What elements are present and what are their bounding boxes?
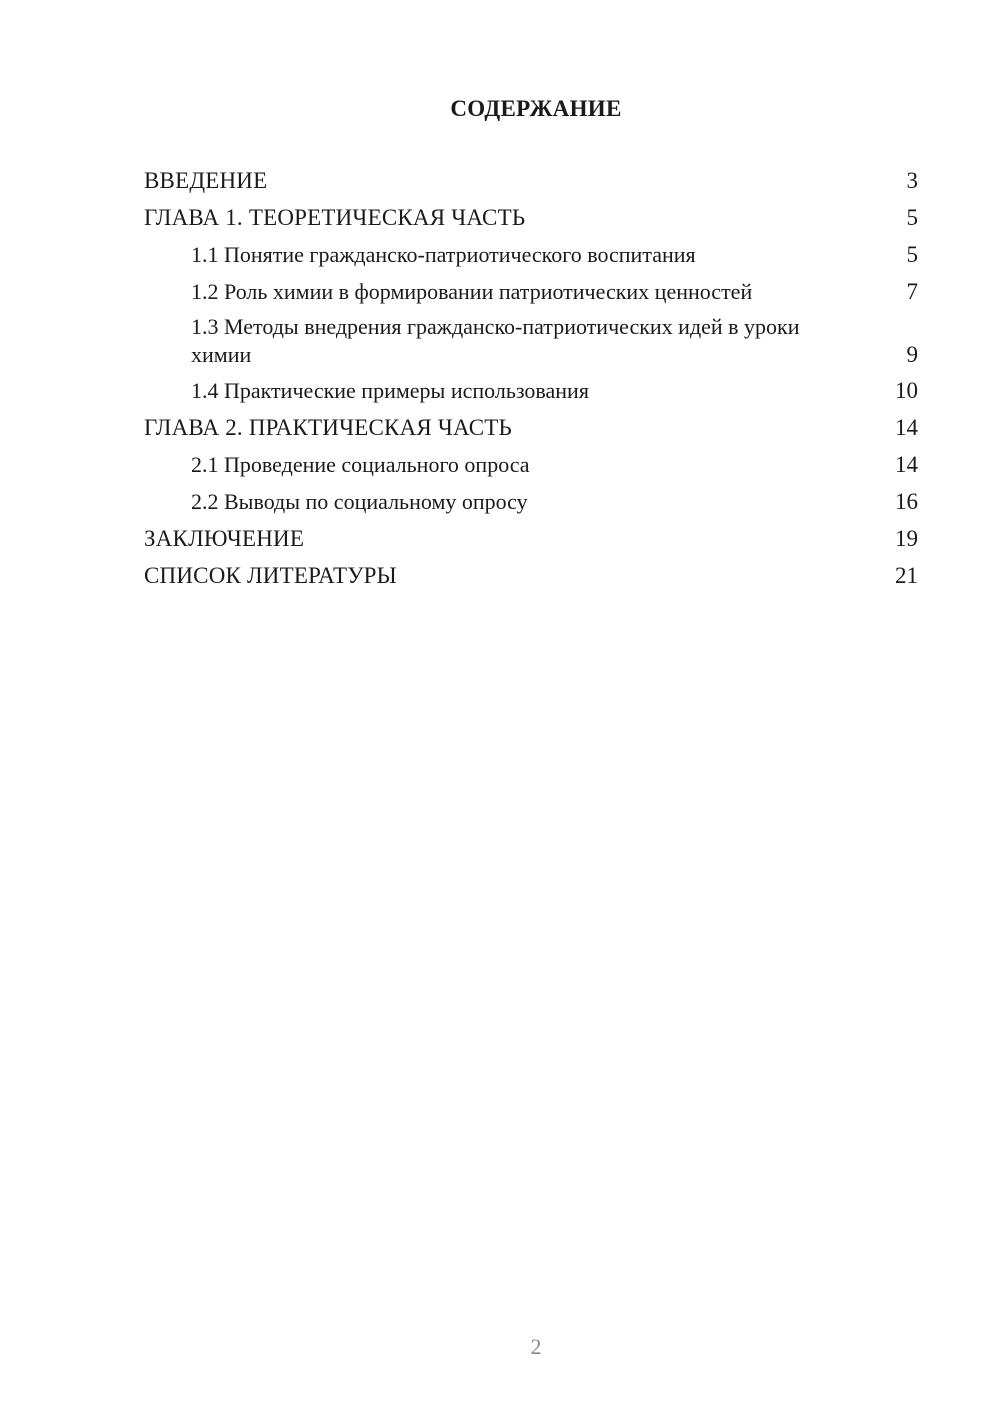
toc-entry-page-number: 10 xyxy=(895,378,918,403)
toc-entry-label: ВВЕДЕНИЕ xyxy=(144,168,268,193)
toc-entry-label: ЗАКЛЮЧЕНИЕ xyxy=(144,526,305,551)
toc-entry-page-number: 19 xyxy=(895,526,918,551)
toc-entry-label: СПИСОК ЛИТЕРАТУРЫ xyxy=(144,563,397,588)
page-number-footer: 2 xyxy=(530,1334,542,1359)
toc-entry-label: 2.1 Проведение социального опроса xyxy=(191,452,530,477)
toc-entry-page-number: 14 xyxy=(895,415,918,440)
toc-entry-label: 1.3 Методы внедрения гражданско-патриотических идей в уроки химии xyxy=(191,314,800,367)
toc-entry-page-number: 5 xyxy=(906,242,918,267)
toc-entry-introduction[interactable] xyxy=(144,166,918,196)
toc-entry-section-1-4[interactable] xyxy=(144,376,918,406)
toc-entry-references[interactable] xyxy=(144,561,918,591)
table-of-contents xyxy=(144,166,918,598)
toc-entry-page-number: 7 xyxy=(906,279,918,304)
toc-entry-label: ГЛАВА 1. ТЕОРЕТИЧЕСКАЯ ЧАСТЬ xyxy=(144,205,526,230)
toc-entry-chapter-2[interactable] xyxy=(144,413,918,443)
toc-entry-label: ГЛАВА 2. ПРАКТИЧЕСКАЯ ЧАСТЬ xyxy=(144,415,512,440)
toc-entry-section-1-1[interactable] xyxy=(144,240,918,270)
toc-entry-label: 1.4 Практические примеры использования xyxy=(191,378,589,403)
toc-entry-page-number: 16 xyxy=(895,489,918,514)
toc-entry-page-number: 21 xyxy=(895,563,918,588)
toc-entry-label: 1.1 Понятие гражданско-патриотического воспитания xyxy=(191,242,696,267)
toc-entry-label: 2.2 Выводы по социальному опросу xyxy=(191,489,528,514)
toc-entry-section-2-2[interactable] xyxy=(144,487,918,517)
toc-entry-section-1-2[interactable] xyxy=(144,277,918,307)
toc-entry-section-1-3[interactable] xyxy=(144,313,918,369)
toc-entry-label: 1.2 Роль химии в формировании патриотических ценностей xyxy=(191,279,753,304)
toc-entry-page-number: 3 xyxy=(906,168,918,193)
toc-entry-section-2-1[interactable] xyxy=(144,450,918,480)
toc-entry-page-number: 9 xyxy=(906,342,918,367)
toc-entry-conclusion[interactable] xyxy=(144,524,918,554)
page-title: СОДЕРЖАНИЕ xyxy=(450,96,622,121)
toc-entry-chapter-1[interactable] xyxy=(144,203,918,233)
toc-entry-page-number: 5 xyxy=(906,205,918,230)
toc-entry-page-number: 14 xyxy=(895,452,918,477)
